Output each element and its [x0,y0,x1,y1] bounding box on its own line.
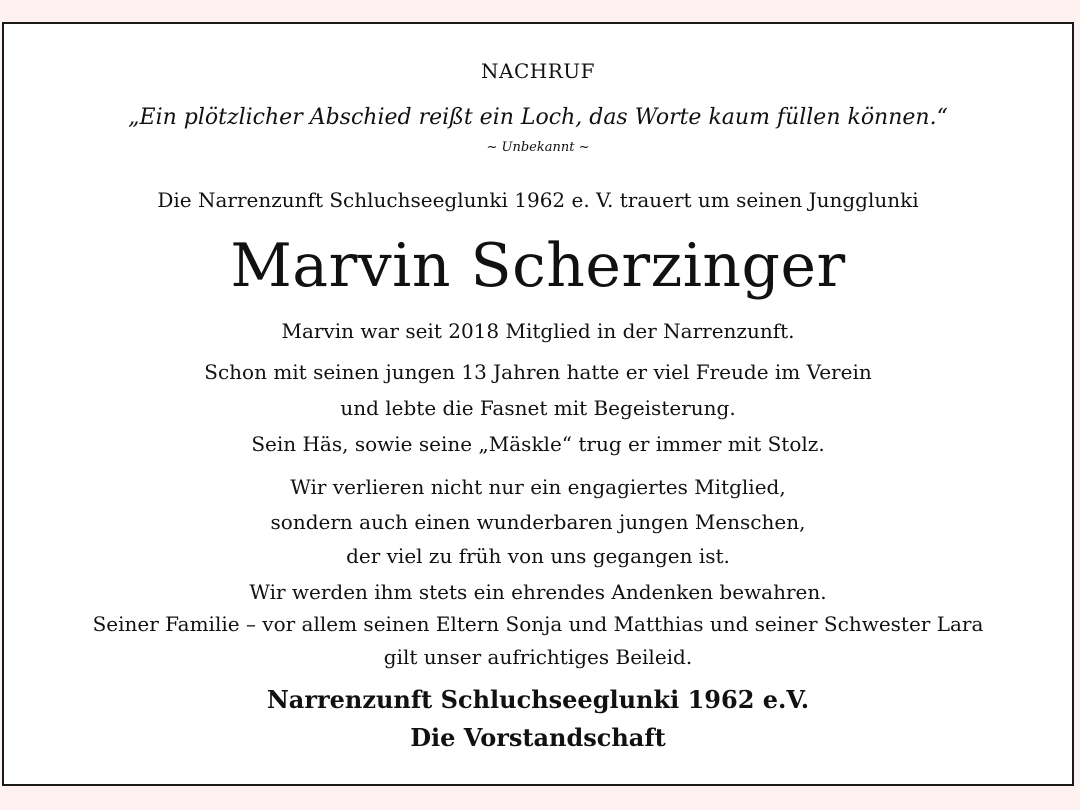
obituary-heading: NACHRUF [481,59,595,83]
body-line: und lebte die Fasnet mit Begeisterung. [340,396,736,420]
body-line: Marvin war seit 2018 Mitglied in der Narrenzunft. [281,319,795,343]
quote-author: ~ Unbekannt ~ [486,140,590,155]
obituary-card [2,22,1074,786]
body-line: Wir werden ihm stets ein ehrendes Andenken bewahren. [249,580,827,604]
body-line: gilt unser aufrichtiges Beileid. [383,645,693,669]
signature-board: Die Vorstandschaft [410,723,666,752]
body-line: Wir verlieren nicht nur ein engagiertes Mitglied, [290,475,786,499]
memorial-quote: „Ein plötzlicher Abschied reißt ein Loch, das Worte kaum füllen können.“ [128,105,948,130]
body-line: Schon mit seinen jungen 13 Jahren hatte er viel Freude im Verein [204,360,872,384]
intro-text: Die Narrenzunft Schluchseeglunki 1962 e. V. trauert um seinen Jungglunki [157,188,919,212]
body-line: sondern auch einen wunderbaren jungen Menschen, [270,510,806,534]
deceased-name: Marvin Scherzinger [230,231,846,301]
body-line: Seiner Familie – vor allem seinen Eltern Sonja und Matthias und seiner Schwester Lara [92,612,984,636]
body-line: der viel zu früh von uns gegangen ist. [346,544,730,568]
body-line: Sein Häs, sowie seine „Mäskle“ trug er immer mit Stolz. [251,432,825,456]
signature-organization: Narrenzunft Schluchseeglunki 1962 e.V. [266,685,810,714]
